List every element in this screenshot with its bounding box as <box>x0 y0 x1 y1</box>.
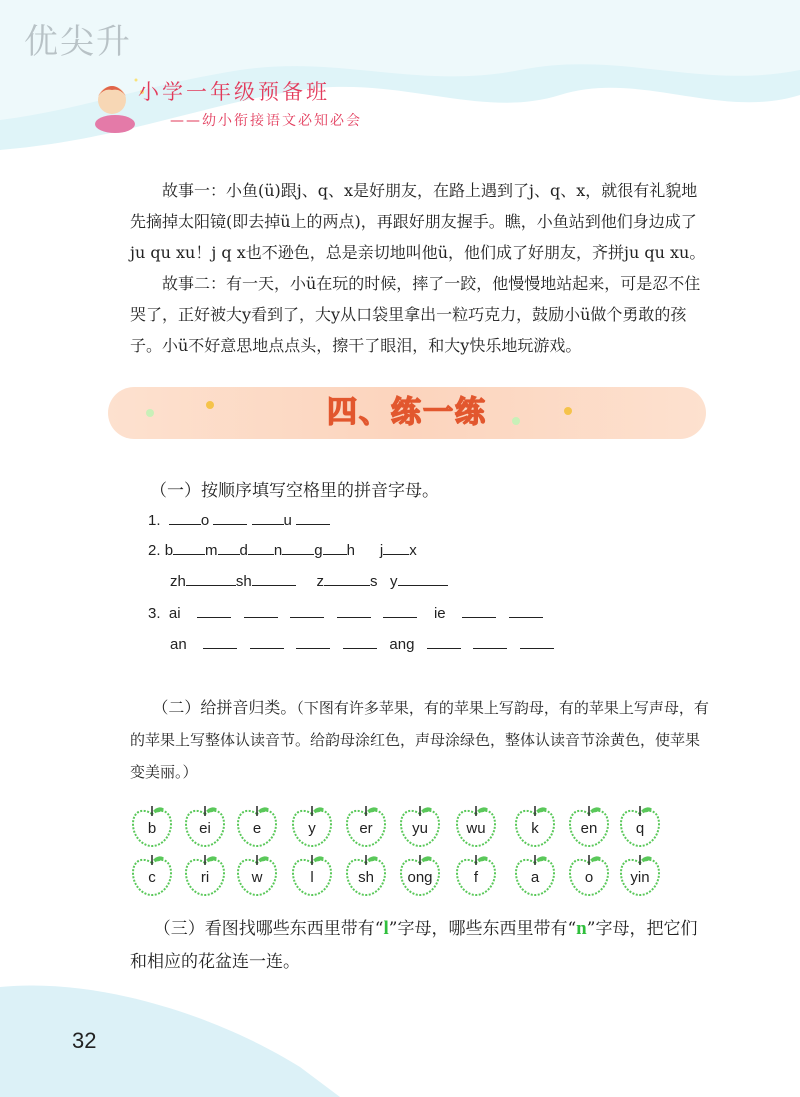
blank[interactable] <box>296 634 330 649</box>
blank[interactable] <box>282 540 314 555</box>
apple-label: c <box>148 869 156 886</box>
moon-girl-illustration <box>60 62 150 152</box>
blank[interactable] <box>520 634 554 649</box>
apple[interactable] <box>183 853 227 899</box>
blank[interactable] <box>169 510 201 525</box>
apple-row-1 <box>130 804 670 854</box>
apple[interactable] <box>618 804 662 850</box>
letter: zh <box>170 573 186 590</box>
item-number: 1. <box>148 512 161 529</box>
series-subtitle: ——幼小衔接语文必知必会 <box>170 113 362 129</box>
exercise-line-2 <box>148 540 417 559</box>
question-two-heading: （二）给拼音归类。 <box>152 698 297 717</box>
question-two-text <box>130 692 710 788</box>
apple[interactable] <box>130 804 174 850</box>
blank[interactable] <box>173 540 205 555</box>
blank[interactable] <box>296 510 330 525</box>
blank[interactable] <box>383 603 417 618</box>
letter: o <box>200 512 210 529</box>
apple[interactable] <box>183 804 227 850</box>
apple-label: a <box>530 869 540 886</box>
apple-label: f <box>473 869 479 886</box>
apple[interactable] <box>290 853 334 899</box>
apple-label: y <box>308 820 316 837</box>
apple-label: yu <box>412 820 428 837</box>
exercise-line-3 <box>148 603 543 622</box>
apple-label: en <box>580 820 598 837</box>
apple[interactable] <box>398 804 442 850</box>
blank[interactable] <box>186 571 236 586</box>
apple-label: yin <box>630 869 650 886</box>
blank[interactable] <box>290 603 324 618</box>
blank[interactable] <box>324 571 370 586</box>
question-two-instruction: （下图有许多苹果，有的苹果上写韵母，有的苹果上写声母，有的苹果上写整体认读音节。给韵母涂红色，声母涂绿色，整体认读音节涂黄色，使苹果变美丽。） <box>130 699 709 781</box>
letter: ang <box>389 636 415 653</box>
apple[interactable] <box>567 804 611 850</box>
apple-label: q <box>635 820 645 837</box>
apple-label: k <box>531 820 539 837</box>
blank[interactable] <box>427 634 461 649</box>
question-one-heading: （一）按顺序填写空格里的拼音字母。 <box>150 481 439 501</box>
blank[interactable] <box>337 603 371 618</box>
apple-row-2 <box>130 853 670 903</box>
letter: ai <box>168 605 181 622</box>
apple[interactable] <box>513 804 557 850</box>
blank[interactable] <box>244 603 278 618</box>
apple-label: ei <box>199 820 211 837</box>
blank[interactable] <box>509 603 543 618</box>
brand-logo-text: 优尖升 <box>24 22 132 62</box>
blank[interactable] <box>398 571 448 586</box>
blank[interactable] <box>343 634 377 649</box>
q3-text-part: ”字母，哪些东西里带有“ <box>388 919 577 939</box>
letter: j <box>379 542 384 559</box>
story-one-paragraph: 故事一：小鱼(ü)跟j、q、x是好朋友，在路上遇到了j、q、x，就很有礼貌地先摘掉太阳镜(即去掉ü上的两点)，再跟好朋友握手。瞧，小鱼站到他们身边成了ju qu xu！j q x也不逊色，总是亲切地叫他ü，他们成了好朋友，齐拼ju qu xu。 <box>130 181 706 262</box>
letter: ie <box>433 605 446 622</box>
item-number: 3. <box>148 605 161 622</box>
letter: n <box>273 542 283 559</box>
apple-label: l <box>310 869 314 886</box>
apple-label: ong <box>407 869 433 886</box>
question-three-text <box>130 912 710 979</box>
apple[interactable] <box>454 853 498 899</box>
section-title: 四、练一练 <box>327 395 487 430</box>
apple[interactable] <box>618 853 662 899</box>
apple[interactable] <box>235 853 279 899</box>
apple-label: o <box>584 869 594 886</box>
letter-n-highlight: n <box>576 918 587 939</box>
apple[interactable] <box>235 804 279 850</box>
blank[interactable] <box>197 603 231 618</box>
letter: m <box>205 542 218 559</box>
letter: z <box>316 573 325 590</box>
blank[interactable] <box>462 603 496 618</box>
apple-label: sh <box>358 869 374 886</box>
apple[interactable] <box>344 853 388 899</box>
apple-label: b <box>147 820 157 837</box>
exercise-line-3b <box>170 634 554 653</box>
letter: d <box>239 542 248 559</box>
blank[interactable] <box>250 634 284 649</box>
letter: s <box>370 573 378 590</box>
letter: x <box>409 542 417 559</box>
section-banner <box>108 387 706 439</box>
page-number: 32 <box>72 1028 97 1053</box>
apple[interactable] <box>290 804 334 850</box>
blank[interactable] <box>252 510 284 525</box>
letter: u <box>283 512 292 529</box>
apple[interactable] <box>130 853 174 899</box>
apple[interactable] <box>454 804 498 850</box>
apple-label: wu <box>466 820 486 837</box>
blank[interactable] <box>218 540 240 555</box>
apple[interactable] <box>398 853 442 899</box>
apple[interactable] <box>513 853 557 899</box>
blank[interactable] <box>323 540 347 555</box>
footer-wave-decoration <box>0 977 340 1097</box>
blank[interactable] <box>473 634 507 649</box>
apple-label: ri <box>200 869 210 886</box>
letter: y <box>390 573 398 590</box>
apple-label: e <box>252 820 262 837</box>
letter: g <box>314 542 323 559</box>
blank[interactable] <box>383 540 409 555</box>
apple[interactable] <box>567 853 611 899</box>
exercise-line-1 <box>148 510 330 529</box>
letter: b <box>164 542 174 559</box>
blank[interactable] <box>248 540 274 555</box>
apple-label: er <box>359 820 373 837</box>
series-title: 小学一年级预备班 <box>138 80 330 104</box>
blank[interactable] <box>203 634 237 649</box>
story-two-paragraph: 故事二：有一天，小ü在玩的时候，摔了一跤，他慢慢地站起来，可是忍不住哭了，正好被大y看到了，大y从口袋里拿出一粒巧克力，鼓励小ü做个勇敢的孩子。小ü不好意思地点点头，擦干了眼泪，和大y快乐地玩游戏。 <box>130 274 701 355</box>
letter-l-highlight: l <box>383 918 389 939</box>
item-number: 2. <box>148 542 161 559</box>
q3-text-part: ”字母，把它们和相应的花盆连一连。 <box>130 919 698 972</box>
q3-text-part: （三）看图找哪些东西里带有“ <box>153 919 384 939</box>
exercise-line-2b <box>170 571 448 590</box>
apple[interactable] <box>344 804 388 850</box>
letter: h <box>346 542 355 559</box>
letter: an <box>170 636 187 653</box>
blank[interactable] <box>213 510 247 525</box>
blank[interactable] <box>252 571 296 586</box>
letter: sh <box>235 573 252 590</box>
apple-label: w <box>251 869 263 886</box>
